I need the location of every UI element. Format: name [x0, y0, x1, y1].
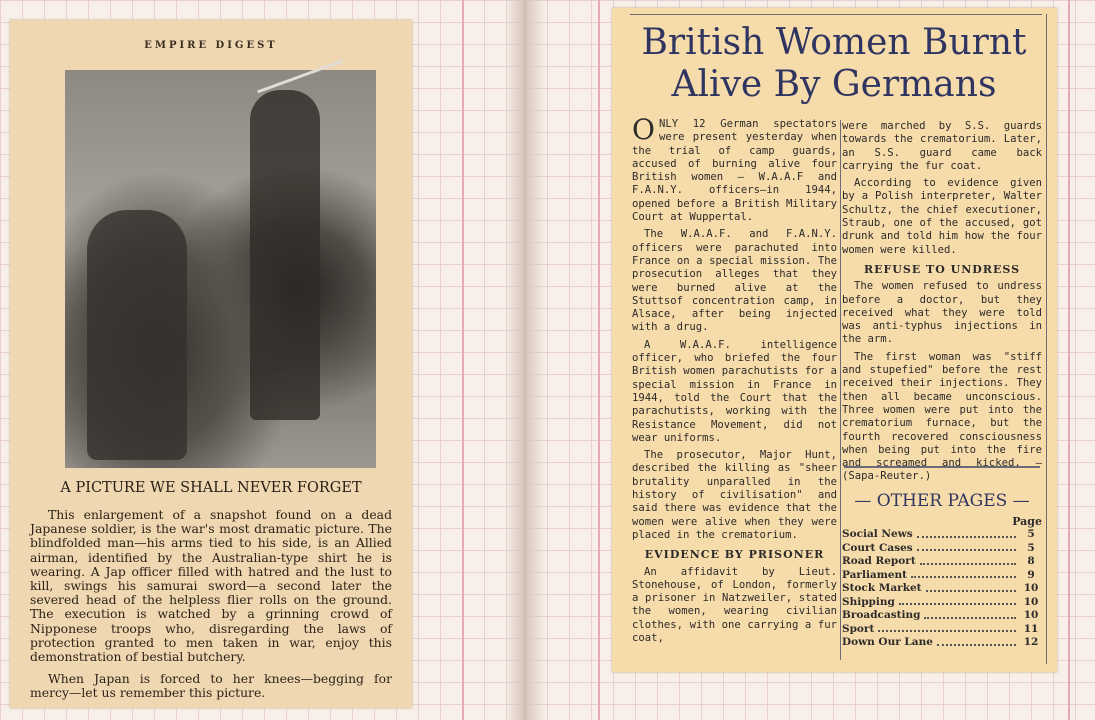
index-entry-name: Court Cases [842, 541, 913, 554]
index-entry-page: 9 [1027, 568, 1035, 581]
subhead: EVIDENCE BY PRISONER [644, 548, 825, 562]
index-entry-name: Stock Market [842, 582, 922, 594]
caption-text: This enlargement of a snapshot found on a dead Japanese soldier, is the war's most dramatic picture. The blindfolded man—his arms tied to his side, is an Allied airman, identified by the Australian-type shirt he is wearing. A Jap officer filled with hatred and the lust to kill, swings his samurai sword—a second later the severed head of the helpless flier rolls on the ground. The execution is watched by a grinning crowd of Nipponese troops who, disregarding the laws of protection granted to men taken in war, enjoy this demonstration of bestial butchery. When Japan is forced to her knees—begging for mercy—let us remember this picture. [30, 507, 392, 701]
index-entry [842, 582, 1042, 596]
index-entry-page: 8 [1027, 555, 1035, 567]
index-entry-name: Road Report [842, 555, 916, 567]
index-entry-name: Broadcasting [842, 609, 921, 621]
index-entry-page: 5 [1027, 528, 1035, 540]
index-entry-name: Down Our Lane [842, 636, 933, 648]
index-entry-name: Parliament [842, 568, 908, 581]
left-clipping [10, 20, 412, 708]
index-entry [842, 596, 1042, 610]
article-column-2: were marched by S.S. guards towards the crematorium. Later, an S.S. guard came back carrying the fur coat. According to evidence given by a Polish interpreter, Walter Schultz, the chief executioner, Straub, one of the accused, got drunk and told him how the four women were killed. REFUSE TO UNDRESS The women refused to undress before a doctor, but they received what they were told was anti-typhus injections in the arm. The first woman was "stiff and stupefied" before the rest received their injections. They then all became unconscious. Three women were put into the crematorium furnace, but the fourth recovered consciousness when being put into the fire and screamed and kicked. — (Sapa-Reuter.) [842, 120, 1042, 483]
article-column-1: ONLY 12 German spectators were present yesterday when the trial of camp guards, accused of burning alive four British women — W.A.A.F and F.A.N.Y. officers—in 1944, opened before a British Military Court at Wuppertal. The W.A.A.F. and F.A.N.Y. officers were parachuted into France on a special mission. The prosecution alleges that they were burned alive at the Stuttsof concentration camp, in Alsace, after being injected with a drug. A W.A.A.F. intelligence officer, who briefed the four British women parachutists for a special mission in France in 1944, told the Court that the parachutists, working with the Resistance Movement, did not wear uniforms. The prosecutor, Major Hunt, described the killing as "sheer brutality unparalled in the history of civilisation" and said there was evidence that the women were alive when they were placed in the crematorium. EVIDENCE BY PRISONER An affidavit by Lieut. Stonehouse, of London, formerly a prisoner in Natzweiler, stated the women, wearing civilian clothes, with one carrying a fur coat, [632, 113, 837, 644]
index-entry [842, 555, 1042, 569]
right-clipping [612, 8, 1057, 672]
index-entry [842, 542, 1042, 556]
index-entry-page: 11 [1023, 622, 1039, 635]
drop-cap: O [632, 113, 655, 146]
index-entry-page: 10 [1023, 609, 1039, 621]
index-entry-page: 12 [1023, 636, 1039, 648]
index-entry-name: Shipping [842, 595, 895, 608]
margin-line [1068, 0, 1070, 720]
margin-line [598, 0, 600, 720]
book-gutter [505, 0, 545, 720]
index-entry-name: Social News [842, 528, 913, 540]
index-entry [842, 528, 1042, 542]
other-pages-index: — OTHER PAGES — Page Social News 5 Court Cases 5 Road Report 8 Parliament 9 Stock Market 10 Shipping 10 Broadcasting 10 Sport 11 Down Our Lane 12 [842, 491, 1042, 648]
headline: British Women Burnt Alive By Germans [641, 22, 1027, 105]
masthead: EMPIRE DIGEST [144, 40, 278, 51]
other-pages-title: — OTHER PAGES — [854, 491, 1030, 511]
index-entry [842, 636, 1042, 650]
index-entry-name: Sport [842, 622, 875, 635]
index-entry-page: 5 [1027, 541, 1035, 554]
index-entry-page: 10 [1023, 582, 1039, 594]
execution-photo [65, 70, 376, 468]
index-entry [842, 569, 1042, 583]
index-entry [842, 623, 1042, 637]
margin-line [462, 0, 464, 720]
caption-title: A PICTURE WE SHALL NEVER FORGET [60, 480, 362, 496]
subhead: REFUSE TO UNDRESS [863, 262, 1021, 276]
index-entry [842, 609, 1042, 623]
index-entry-page: 10 [1023, 595, 1039, 608]
